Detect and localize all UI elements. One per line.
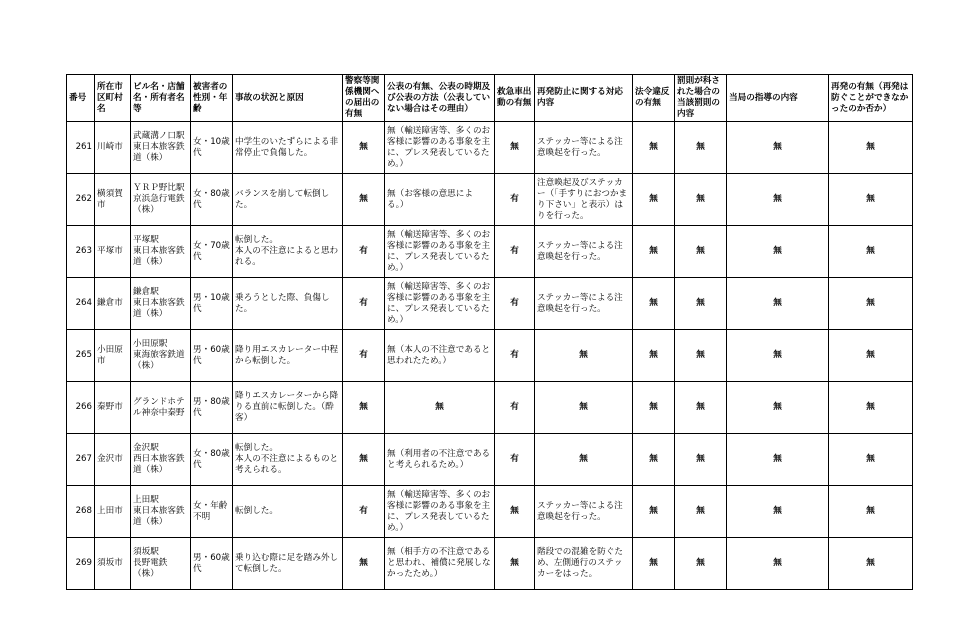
cell-city: 秦野市 xyxy=(95,382,131,434)
cell-ambulance: 有 xyxy=(495,434,535,486)
cell-penalty: 無 xyxy=(675,382,727,434)
table-row xyxy=(67,174,913,226)
cell-ambulance: 有 xyxy=(495,382,535,434)
header-building: ビル名・店舗名・所有者名等 xyxy=(131,75,191,122)
cell-ambulance: 無 xyxy=(495,122,535,174)
cell-police: 無 xyxy=(343,122,385,174)
cell-penalty: 無 xyxy=(675,538,727,590)
cell-city: 川崎市 xyxy=(95,122,131,174)
cell-publication: 無（本人の不注意であると思われたため。） xyxy=(385,330,495,382)
cell-ambulance: 有 xyxy=(495,174,535,226)
cell-building: 上田駅 東日本旅客鉄道（株） xyxy=(131,486,191,538)
cell-penalty: 無 xyxy=(675,122,727,174)
cell-publication: 無（輸送障害等、多くのお客様に影響のある事象を主に、プレス発表しているため。） xyxy=(385,226,495,278)
cell-recurrence: 無 xyxy=(829,486,913,538)
cell-recurrence: 無 xyxy=(829,174,913,226)
table-header xyxy=(67,75,913,122)
header-row xyxy=(67,75,913,122)
cell-victim: 男・10歳代 xyxy=(191,278,233,330)
cell-victim: 男・60歳代 xyxy=(191,330,233,382)
cell-publication: 無（輸送障害等、多くのお客様に影響のある事象を主に、プレス発表しているため。） xyxy=(385,278,495,330)
cell-violation: 無 xyxy=(633,434,675,486)
cell-violation: 無 xyxy=(633,174,675,226)
cell-building: 須坂駅 長野電鉄（株） xyxy=(131,538,191,590)
table-row xyxy=(67,538,913,590)
header-publication: 公表の有無、公表の時期及び公表の方法（公表していない場合はその理由） xyxy=(385,75,495,122)
cell-publication: 無（輸送障害等、多くのお客様に影響のある事象を主に、プレス発表しているため。） xyxy=(385,486,495,538)
cell-victim: 男・80歳代 xyxy=(191,382,233,434)
cell-building: 鎌倉駅 東日本旅客鉄道（株） xyxy=(131,278,191,330)
cell-police: 有 xyxy=(343,486,385,538)
cell-guidance: 無 xyxy=(727,382,829,434)
table-row xyxy=(67,330,913,382)
cell-penalty: 無 xyxy=(675,278,727,330)
header-situation: 事故の状況と原因 xyxy=(233,75,343,122)
cell-violation: 無 xyxy=(633,486,675,538)
cell-victim: 女・10歳代 xyxy=(191,122,233,174)
header-ambulance: 救急車出動の有無 xyxy=(495,75,535,122)
cell-violation: 無 xyxy=(633,382,675,434)
cell-recurrence: 無 xyxy=(829,226,913,278)
table-row xyxy=(67,486,913,538)
cell-city: 横須賀市 xyxy=(95,174,131,226)
cell-guidance: 無 xyxy=(727,278,829,330)
cell-situation: 降り用エスカレーター中程から転倒した。 xyxy=(233,330,343,382)
table-row xyxy=(67,122,913,174)
cell-situation: 乗ろうとした際、負傷した。 xyxy=(233,278,343,330)
cell-building: ＹＲＰ野比駅 京浜急行電鉄（株） xyxy=(131,174,191,226)
cell-building: 平塚駅 東日本旅客鉄道（株） xyxy=(131,226,191,278)
header-guidance: 当局の指導の内容 xyxy=(727,75,829,122)
cell-guidance: 無 xyxy=(727,122,829,174)
cell-violation: 無 xyxy=(633,330,675,382)
cell-recurrence: 無 xyxy=(829,330,913,382)
cell-prevention: ステッカー等による注意喚起を行った。 xyxy=(535,486,633,538)
cell-ambulance: 無 xyxy=(495,486,535,538)
cell-number: 266 xyxy=(67,382,95,434)
header-city: 所在市区町村名 xyxy=(95,75,131,122)
cell-recurrence: 無 xyxy=(829,382,913,434)
header-number: 番号 xyxy=(67,75,95,122)
cell-prevention: ステッカー等による注意喚起を行った。 xyxy=(535,278,633,330)
cell-situation: 中学生のいたずらによる非常停止で負傷した。 xyxy=(233,122,343,174)
cell-city: 金沢市 xyxy=(95,434,131,486)
cell-number: 267 xyxy=(67,434,95,486)
cell-recurrence: 無 xyxy=(829,434,913,486)
cell-ambulance: 有 xyxy=(495,226,535,278)
cell-building: グランドホテル神奈中秦野 xyxy=(131,382,191,434)
cell-guidance: 無 xyxy=(727,330,829,382)
cell-police: 有 xyxy=(343,278,385,330)
cell-recurrence: 無 xyxy=(829,122,913,174)
cell-ambulance: 有 xyxy=(495,278,535,330)
cell-publication: 無（輸送障害等、多くのお客様に影響のある事象を主に、プレス発表しているため。） xyxy=(385,122,495,174)
header-victim: 被害者の性別・年齢 xyxy=(191,75,233,122)
cell-city: 鎌倉市 xyxy=(95,278,131,330)
cell-penalty: 無 xyxy=(675,434,727,486)
cell-situation: 乗り込む際に足を踏み外して転倒した。 xyxy=(233,538,343,590)
table-body xyxy=(67,122,913,590)
cell-situation: 降りエスカレーターから降りる直前に転倒した。（酔客） xyxy=(233,382,343,434)
accident-table xyxy=(66,74,913,590)
cell-guidance: 無 xyxy=(727,538,829,590)
cell-police: 無 xyxy=(343,174,385,226)
cell-penalty: 無 xyxy=(675,226,727,278)
cell-number: 268 xyxy=(67,486,95,538)
header-prevention: 再発防止に関する対応内容 xyxy=(535,75,633,122)
cell-police: 有 xyxy=(343,330,385,382)
header-police: 警察等関係機関への届出の有無 xyxy=(343,75,385,122)
cell-penalty: 無 xyxy=(675,174,727,226)
cell-publication: 無（お客様の意思によ る。） xyxy=(385,174,495,226)
accident-report-sheet xyxy=(66,74,912,590)
cell-building: 小田原駅 東海旅客鉄道（株） xyxy=(131,330,191,382)
cell-situation: 転倒した。 本人の不注意によるものと考えられる。 xyxy=(233,434,343,486)
cell-recurrence: 無 xyxy=(829,538,913,590)
cell-publication: 無 xyxy=(385,382,495,434)
header-recurrence: 再発の有無（再発は防ぐことができなかったのか否か） xyxy=(829,75,913,122)
cell-number: 265 xyxy=(67,330,95,382)
header-violation: 法令違反の有無 xyxy=(633,75,675,122)
cell-publication: 無（相手方の不注意であると思われ、補償に発展しなかったため。） xyxy=(385,538,495,590)
cell-guidance: 無 xyxy=(727,486,829,538)
cell-city: 上田市 xyxy=(95,486,131,538)
cell-ambulance: 有 xyxy=(495,330,535,382)
cell-victim: 女・80歳代 xyxy=(191,174,233,226)
table-row xyxy=(67,434,913,486)
cell-victim: 女・年齢不明 xyxy=(191,486,233,538)
cell-violation: 無 xyxy=(633,226,675,278)
cell-violation: 無 xyxy=(633,538,675,590)
cell-city: 須坂市 xyxy=(95,538,131,590)
cell-situation: 転倒した。 本人の不注意によると思われる。 xyxy=(233,226,343,278)
cell-violation: 無 xyxy=(633,122,675,174)
cell-police: 無 xyxy=(343,434,385,486)
table-row xyxy=(67,226,913,278)
cell-city: 小田原市 xyxy=(95,330,131,382)
cell-guidance: 無 xyxy=(727,434,829,486)
cell-city: 平塚市 xyxy=(95,226,131,278)
header-penalty: 罰則が科された場合の当該罰則の内容 xyxy=(675,75,727,122)
cell-number: 264 xyxy=(67,278,95,330)
cell-prevention: 無 xyxy=(535,382,633,434)
cell-number: 261 xyxy=(67,122,95,174)
cell-violation: 無 xyxy=(633,278,675,330)
cell-penalty: 無 xyxy=(675,486,727,538)
cell-victim: 男・60歳代 xyxy=(191,538,233,590)
cell-police: 無 xyxy=(343,538,385,590)
cell-ambulance: 無 xyxy=(495,538,535,590)
cell-prevention: ステッカー等による注意喚起を行った。 xyxy=(535,122,633,174)
cell-building: 金沢駅 西日本旅客鉄道（株） xyxy=(131,434,191,486)
cell-number: 262 xyxy=(67,174,95,226)
table-row xyxy=(67,278,913,330)
cell-victim: 女・70歳代 xyxy=(191,226,233,278)
cell-victim: 女・80歳代 xyxy=(191,434,233,486)
cell-police: 有 xyxy=(343,226,385,278)
cell-situation: バランスを崩して転倒した。 xyxy=(233,174,343,226)
cell-publication: 無（利用者の不注意であると考えられるため。） xyxy=(385,434,495,486)
cell-building: 武蔵溝ノ口駅 東日本旅客鉄道（株） xyxy=(131,122,191,174)
cell-guidance: 無 xyxy=(727,226,829,278)
cell-penalty: 無 xyxy=(675,330,727,382)
cell-prevention: 無 xyxy=(535,330,633,382)
cell-prevention: 階段での混雑を防ぐため、左側通行のステッカーをはった。 xyxy=(535,538,633,590)
cell-guidance: 無 xyxy=(727,174,829,226)
cell-number: 263 xyxy=(67,226,95,278)
table-row xyxy=(67,382,913,434)
cell-situation: 転倒した。 xyxy=(233,486,343,538)
cell-recurrence: 無 xyxy=(829,278,913,330)
cell-police: 無 xyxy=(343,382,385,434)
cell-number: 269 xyxy=(67,538,95,590)
cell-prevention: ステッカー等による注意喚起を行った。 xyxy=(535,226,633,278)
cell-prevention: 無 xyxy=(535,434,633,486)
cell-prevention: 注意喚起及びステッカー（「手すりにおつかまり下さい」と表示）はりを行った。 xyxy=(535,174,633,226)
